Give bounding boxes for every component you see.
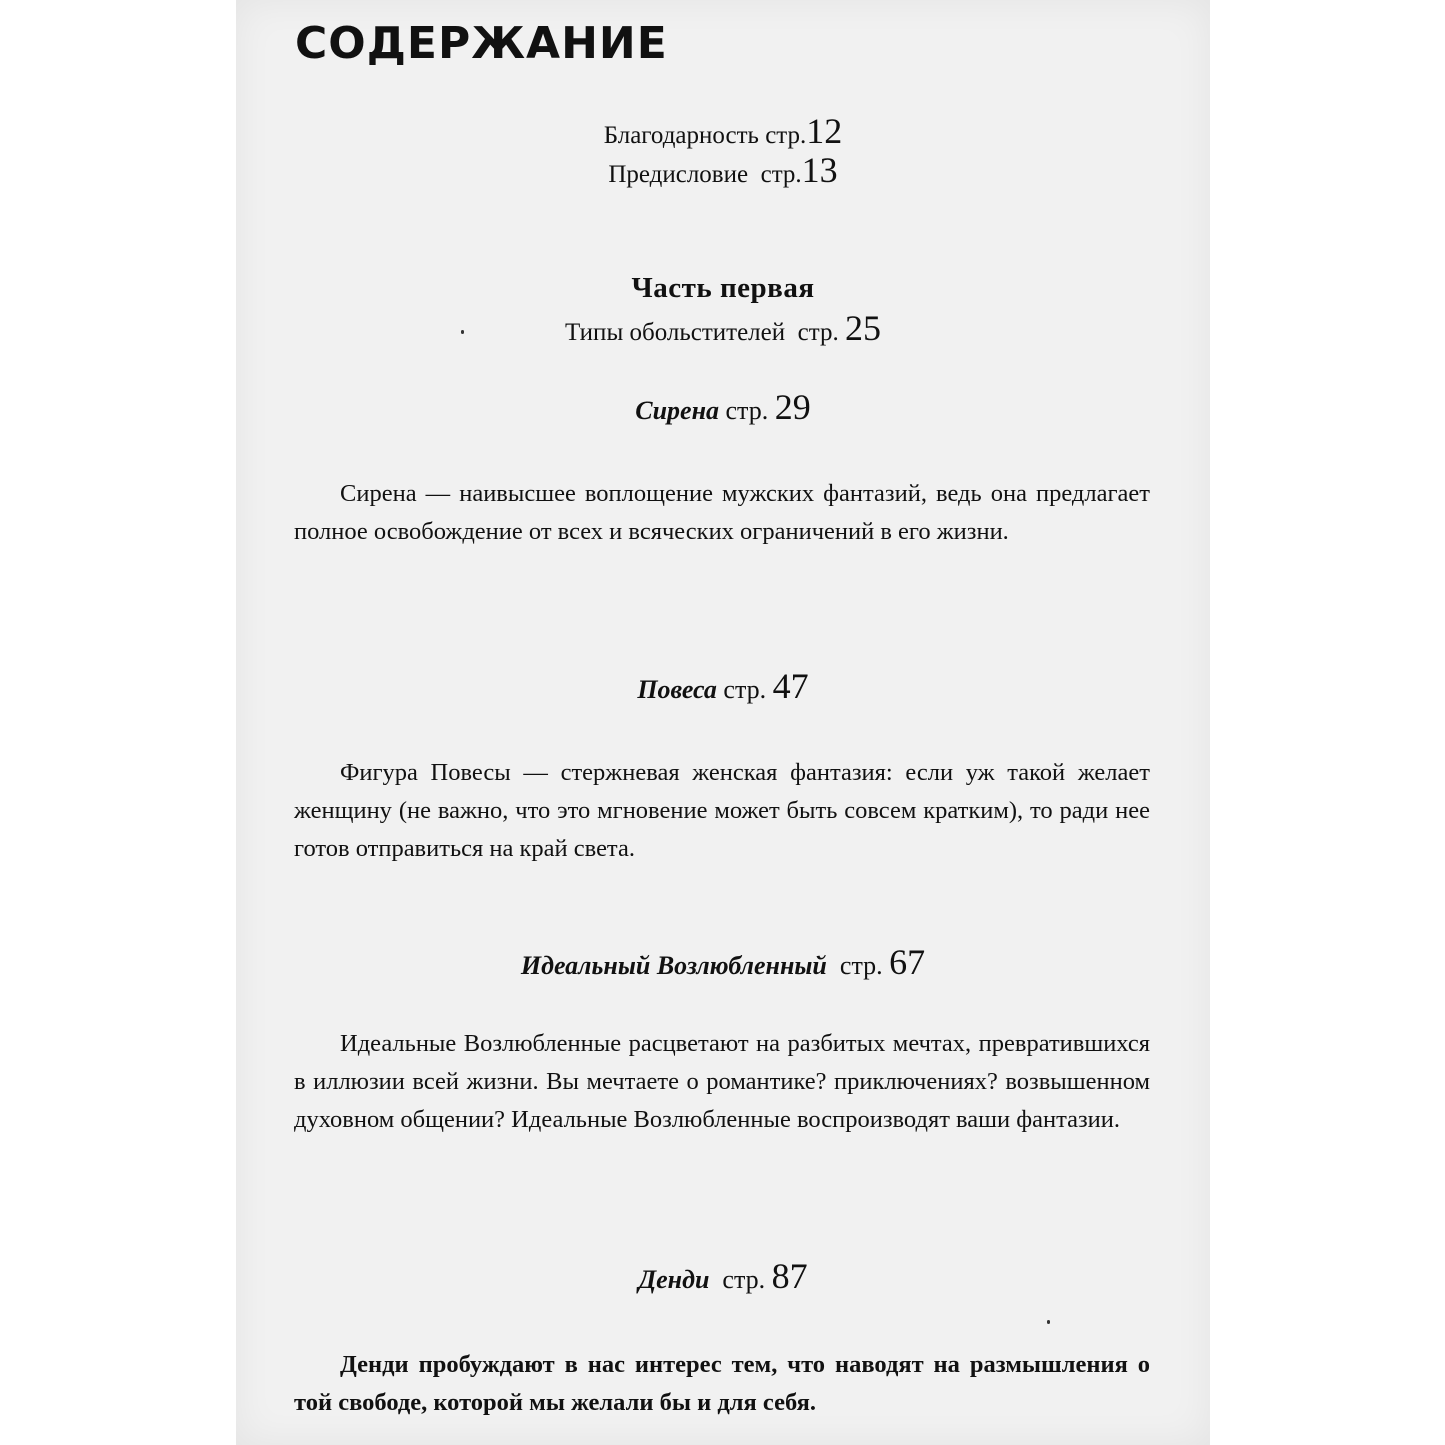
chapter-description: Сирена — наивысшее воплощение мужских фантазий, ведь она предлагает полное освобождение от всех и всяческих ограничений в его жизни. (294, 480, 1150, 545)
toc-entry-page-number: 13 (801, 150, 838, 190)
chapter-page-prefix: стр. (722, 1265, 766, 1294)
toc-entry-label: Предисловие (608, 161, 749, 188)
chapter-page-prefix: стр. (839, 951, 883, 980)
toc-entry-rake[interactable] (236, 665, 1210, 707)
toc-entry-ideal-lover[interactable] (236, 941, 1210, 983)
chapter-page-number: 67 (889, 942, 926, 982)
toc-entry-preface[interactable] (236, 149, 1210, 191)
toc-entry-page-prefix: стр. (760, 161, 802, 188)
toc-entry-label: Типы обольстителей (565, 319, 786, 346)
toc-entry-label: Благодарность (603, 122, 759, 149)
toc-entry-acknowledgements[interactable] (236, 110, 1210, 152)
chapter-page-number: 87 (771, 1256, 808, 1296)
chapter-title: Сирена (635, 396, 720, 425)
chapter-page-prefix: стр. (725, 396, 769, 425)
scan-speck (1047, 1320, 1050, 1324)
toc-entry-page-number: 25 (844, 308, 881, 348)
toc-entry-siren[interactable] (236, 386, 1210, 428)
chapter-page-number: 47 (772, 666, 809, 706)
chapter-page-number: 29 (774, 387, 811, 427)
chapter-description: Идеальные Возлюбленные расцветают на разбитых мечтах, превратившихся в иллюзии всей жизни. Вы мечтаете о романтике? приключениях? возвышенном духовном общении? Идеальные Возлюбленные воспроизводят ваши фантазии. (294, 1030, 1150, 1133)
toc-entry-page-number: 12 (806, 111, 843, 151)
toc-entry-page-prefix: стр. (765, 122, 807, 149)
scan-speck (461, 330, 464, 334)
chapter-description: Денди пробуждают в нас интерес тем, что наводят на размышления о той свободе, которой мы желали бы и для себя. (294, 1351, 1150, 1416)
toc-entry-part-one[interactable] (236, 307, 1210, 349)
chapter-title: Идеальный Возлюбленный (520, 951, 827, 980)
book-page (236, 0, 1210, 1445)
chapter-page-prefix: стр. (723, 675, 767, 704)
toc-entry-page-prefix: стр. (797, 319, 839, 346)
chapter-description: Фигура Повесы — стержневая женская фантазия: если уж такой желает женщину (не важно, что это мгновение может быть совсем кратким), то ради нее готов отправиться на край света. (294, 759, 1150, 862)
contents-title: СОДЕРЖАНИЕ (295, 18, 668, 69)
chapter-title: Денди (638, 1265, 710, 1294)
toc-entry-dandy[interactable] (236, 1255, 1210, 1297)
chapter-title: Повеса (637, 675, 717, 704)
part-heading: Часть первая (631, 272, 815, 304)
